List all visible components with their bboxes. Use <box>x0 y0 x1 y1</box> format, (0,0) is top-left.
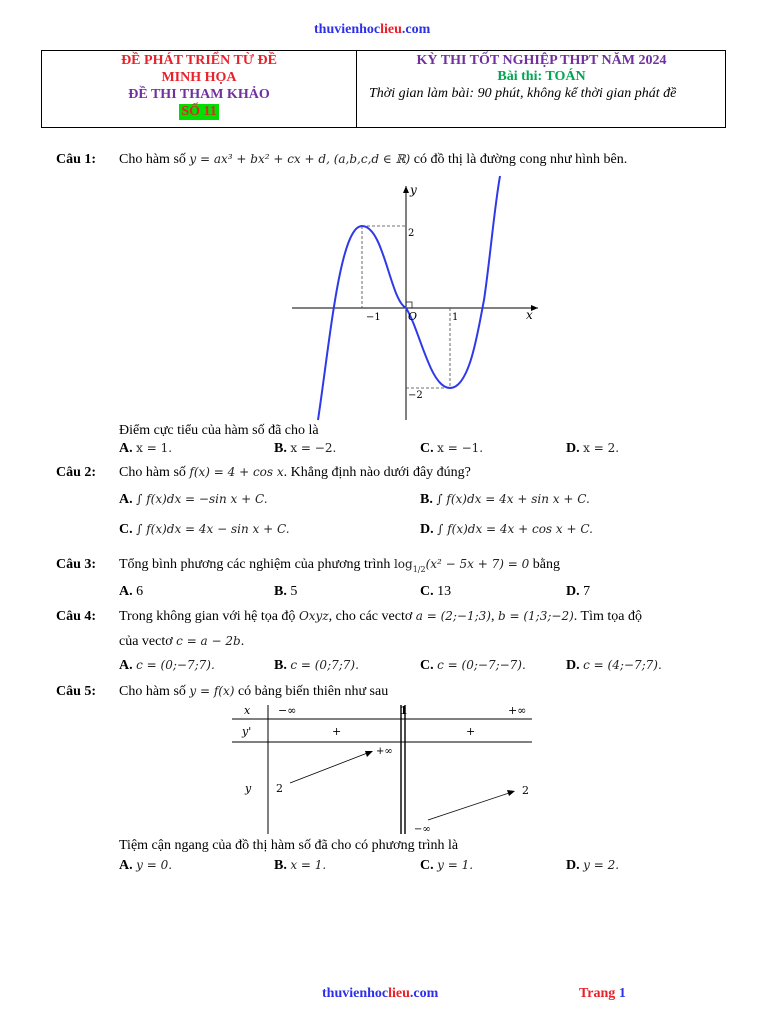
site-url-part3: .com <box>401 22 431 37</box>
q4-option-d-key: D. <box>566 658 580 673</box>
q3-option-a-key: A. <box>119 584 133 599</box>
q1-option-c-value: x = −1. <box>437 441 484 455</box>
question-1-label: Câu 1: <box>56 152 97 167</box>
q3-option-a-value: 6 <box>136 584 144 599</box>
q4-text-a: Trong không gian với hệ tọa độ <box>119 609 296 624</box>
header-right-line1: KỲ THI TỐT NGHIỆP THPT NĂM 2024 <box>416 53 667 68</box>
q3-option-b-key: B. <box>274 584 287 599</box>
table-plus-2: + <box>466 725 476 738</box>
q4-oxyz: Oxyz <box>298 609 329 623</box>
q3-option-c-value: 13 <box>437 584 452 599</box>
graph-y-label: y <box>410 183 417 197</box>
header-left-line2: MINH HỌA <box>161 70 237 85</box>
q4-line2-text: của vectơ <box>119 634 173 649</box>
q4-vector-a: a = (2;−1;3) <box>415 609 491 623</box>
q5-option-a-key: A. <box>119 858 133 873</box>
page-num: 1 <box>618 986 626 1001</box>
q2-text-a: Cho hàm số <box>119 465 186 480</box>
table-left-2: 2 <box>276 782 283 795</box>
q2-formula: f(x) = 4 + cos x <box>189 465 284 479</box>
q5-option-d-key: D. <box>566 858 580 873</box>
graph-tick-1: 1 <box>452 312 459 323</box>
q2-text-b: . Khẳng định nào dưới đây đúng? <box>283 465 471 480</box>
q1-text-a: Cho hàm số <box>119 152 186 167</box>
q4-text-b: , cho các vectơ <box>328 609 413 624</box>
q4-vector-b: b = (1;3;−2) <box>497 609 574 623</box>
q2-option-d-key: D. <box>420 522 434 537</box>
q1-option-d-value: x = 2. <box>583 441 620 455</box>
page-label: Trang <box>579 986 616 1001</box>
q1-text-b: có đồ thị là đường cong như hình bên. <box>413 152 628 167</box>
q2-option-d-value: ∫ f(x)dx = 4x + cos x + C. <box>437 522 593 536</box>
q4-option-a-value: c = (0;−7;7). <box>136 658 215 672</box>
table-right-2: 2 <box>522 784 529 797</box>
table-plus-1: + <box>332 725 342 738</box>
q5-option-b[interactable] <box>274 858 326 874</box>
q1-option-d-key: D. <box>566 441 580 456</box>
header-right-line3: Thời gian làm bài: 90 phút, không kể thời gian phát đề <box>369 86 677 101</box>
exam-number-badge: SỐ 11 <box>181 104 217 119</box>
q3-text-a: Tổng bình phương các nghiệm của phương trình <box>119 557 391 572</box>
q5-option-c-value: y = 1. <box>437 858 474 872</box>
q1-option-b-key: B. <box>274 441 287 456</box>
q3-text-b: bằng <box>532 557 560 572</box>
site-url-part2: lieu <box>380 22 402 37</box>
q2-option-c-value: ∫ f(x)dx = 4x − sin x + C. <box>136 522 290 536</box>
q2-option-b-key: B. <box>420 492 433 507</box>
q4-option-b-value: c = (0;7;7). <box>290 658 359 672</box>
question-5-label: Câu 5: <box>56 684 97 699</box>
site-url-part1: thuvienhoc <box>314 22 381 37</box>
q1-formula: y = ax³ + bx² + cx + d <box>189 152 327 166</box>
q5-text-b: có bảng biến thiên như sau <box>237 684 389 699</box>
q5-formula: y = f(x) <box>189 684 235 698</box>
q2-option-b-value: ∫ f(x)dx = 4x + sin x + C. <box>436 492 590 506</box>
arrow-up-head <box>365 751 373 757</box>
graph-x-label: x <box>526 308 533 322</box>
q3-option-d-key: D. <box>566 584 580 599</box>
q4-option-c-key: C. <box>420 658 434 673</box>
q3-option-d-value: 7 <box>583 584 591 599</box>
arrow-up-line <box>290 752 370 783</box>
q3-log-base: 1/2 <box>412 564 426 574</box>
q5-option-b-value: x = 1. <box>290 858 327 872</box>
footer-url-part2: lieu <box>388 986 410 1001</box>
q4-text-c: . Tìm tọa độ <box>573 609 642 624</box>
q1-question: Điểm cực tiểu của hàm số đã cho là <box>119 423 319 438</box>
arrow-down-head <box>507 790 515 796</box>
table-left-top: +∞ <box>376 746 393 757</box>
site-url-footer[interactable] <box>322 986 438 1002</box>
q2-option-a-key: A. <box>119 492 133 507</box>
q5-option-d-value: y = 2. <box>583 858 620 872</box>
q5-option-a-value: y = 0. <box>136 858 173 872</box>
q3-option-c-key: C. <box>420 584 434 599</box>
q5-option-c[interactable] <box>420 858 473 874</box>
table-x-label: x <box>244 704 251 717</box>
q3-option-b-value: 5 <box>290 584 298 599</box>
q4-option-c-value: c = (0;−7;−7). <box>437 658 526 672</box>
q4-option-b-key: B. <box>274 658 287 673</box>
q1-option-b-value: x = −2. <box>290 441 337 455</box>
table-right-bottom: −∞ <box>414 824 431 835</box>
q4-vector-c: c = a − 2b <box>176 634 241 648</box>
footer-url-part1: thuvienhoc <box>322 986 389 1001</box>
q5-text-a: Cho hàm số <box>119 684 186 699</box>
q1-option-a-key: A. <box>119 441 133 456</box>
question-3-label: Câu 3: <box>56 557 97 572</box>
header-left-line3: ĐỀ THI THAM KHẢO <box>128 87 270 102</box>
table-one: 1 <box>400 704 408 717</box>
q4-option-a-key: A. <box>119 658 133 673</box>
q5-option-c-key: C. <box>420 858 434 873</box>
q4-sep: , <box>490 609 495 624</box>
q1-option-c-key: C. <box>420 441 434 456</box>
graph-origin-label: O <box>408 310 418 323</box>
graph-tick-2: 2 <box>408 228 415 239</box>
q3-log: log <box>393 557 413 571</box>
q4-dot: . <box>240 634 245 649</box>
question-2-label: Câu 2: <box>56 465 97 480</box>
q5-option-a[interactable] <box>119 858 172 874</box>
table-yprime-label: y' <box>242 725 252 738</box>
header-left-line1: ĐỀ PHÁT TRIỂN TỪ ĐỀ <box>121 53 277 68</box>
q2-option-c-key: C. <box>119 522 133 537</box>
table-neg-inf: −∞ <box>278 704 297 717</box>
q5-option-b-key: B. <box>274 858 287 873</box>
q2-option-a-value: ∫ f(x)dx = −sin x + C. <box>136 492 268 506</box>
arrow-down-line <box>428 792 512 820</box>
header-right-line2: Bài thi: TOÁN <box>497 69 586 84</box>
q5-option-d[interactable] <box>566 858 619 874</box>
table-y-label: y <box>245 782 252 795</box>
footer-url-part3: .com <box>409 986 439 1001</box>
graph-tick-neg1: −1 <box>366 312 381 323</box>
q3-formula-rest: (x² − 5x + 7) = 0 <box>425 557 530 571</box>
q5-question: Tiệm cận ngang của đồ thị hàm số đã cho có phương trình là <box>119 838 459 853</box>
graph-tick-neg2: −2 <box>408 390 423 401</box>
question-4-label: Câu 4: <box>56 609 97 624</box>
q1-condition: , (a,b,c,d ∈ ℝ) <box>326 152 411 166</box>
table-pos-inf: +∞ <box>508 704 527 717</box>
q1-option-a-value: x = 1. <box>136 441 173 455</box>
page-number <box>579 986 626 1002</box>
q4-option-d-value: c = (4;−7;7). <box>583 658 662 672</box>
